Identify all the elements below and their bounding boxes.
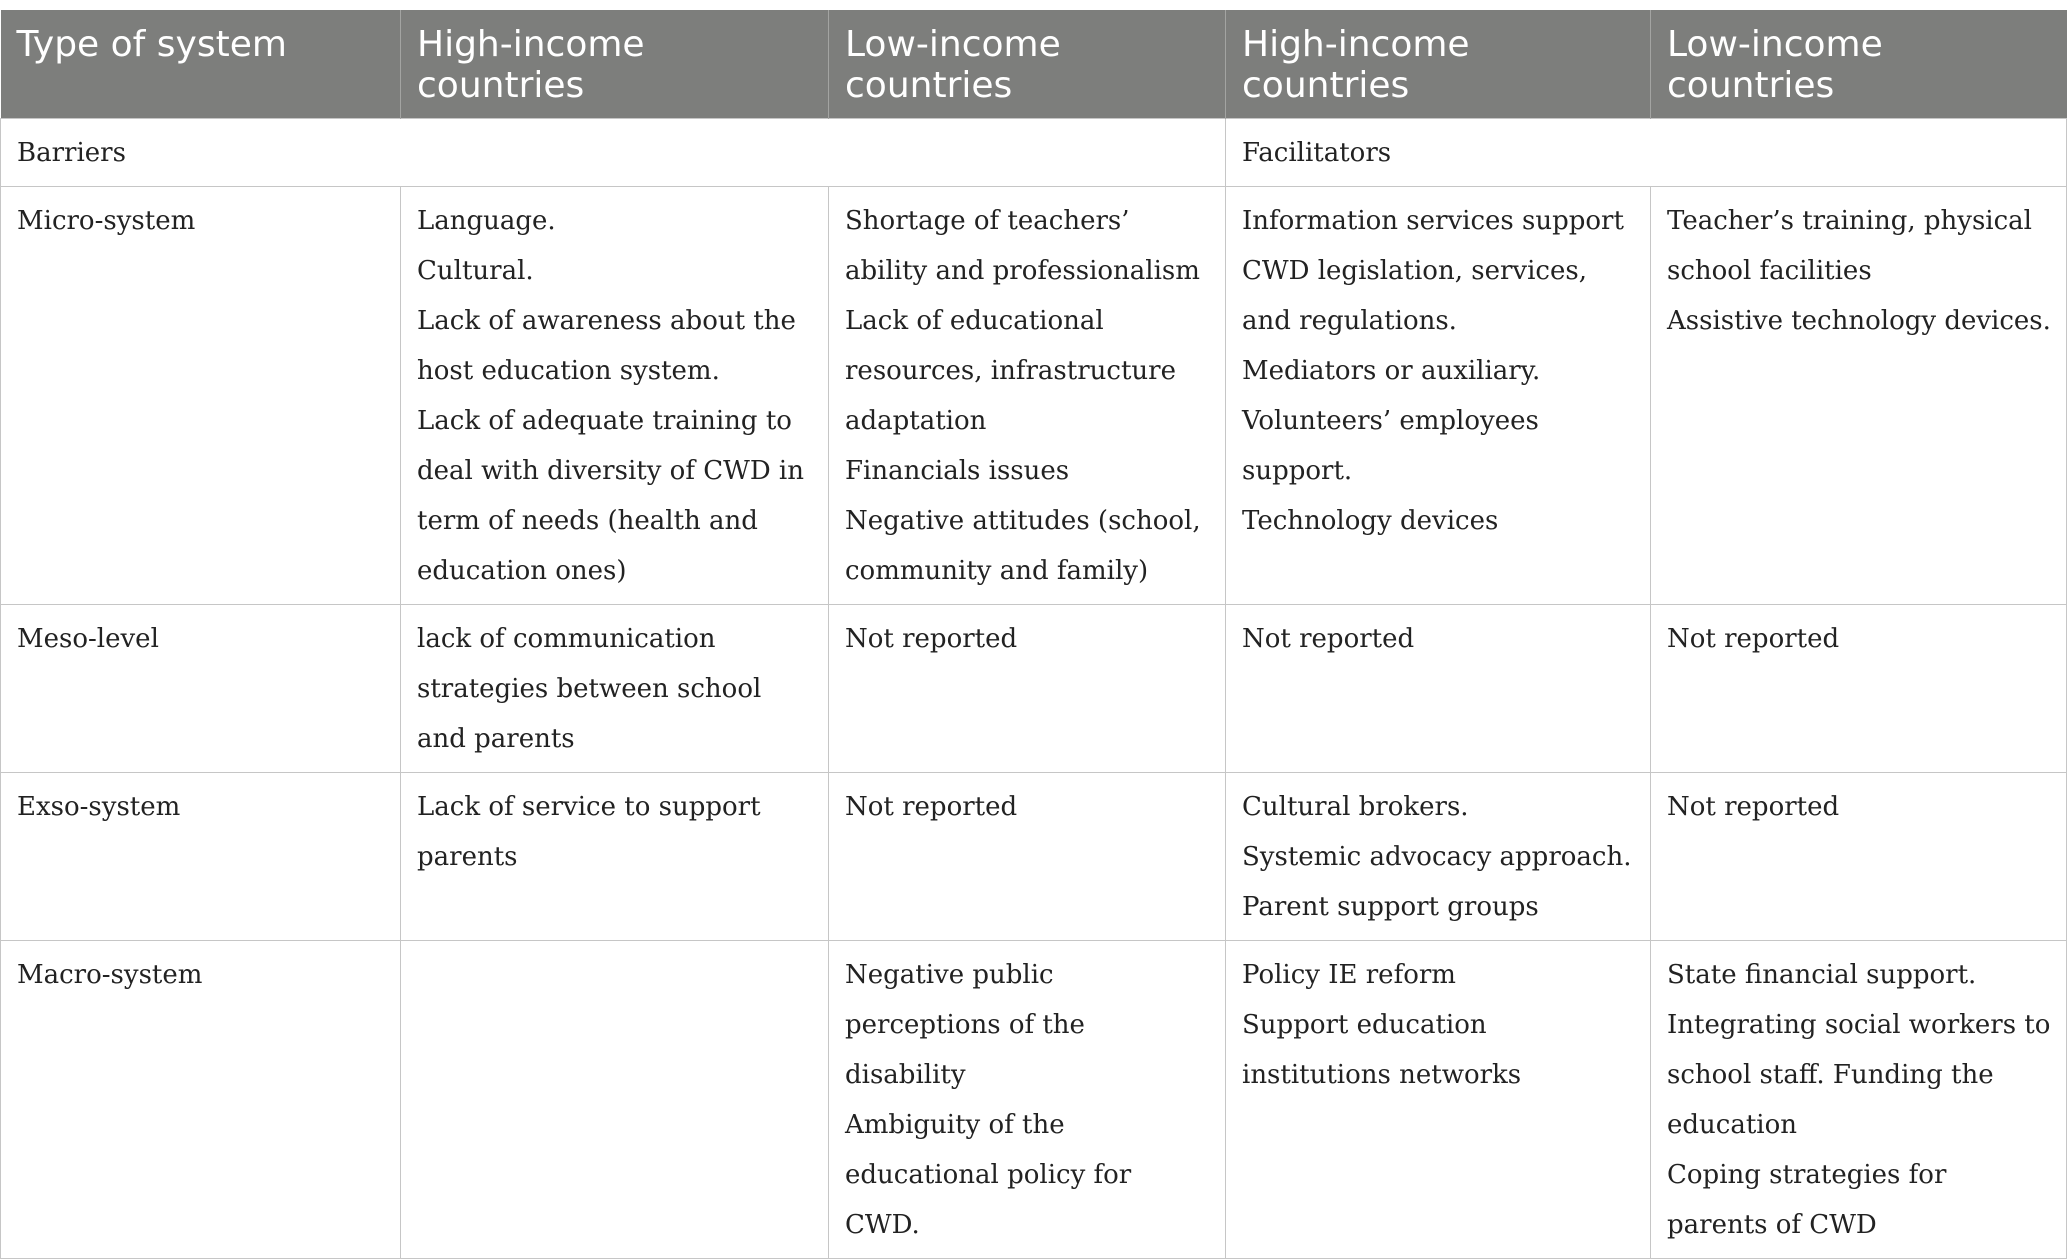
system-type-cell: Meso-level: [1, 605, 401, 773]
column-header-barriers-low-income: Low-income countries: [829, 10, 1226, 119]
section-row: [1, 119, 2067, 187]
barriers-high-income-cell: [401, 605, 829, 773]
section-label-barriers: Barriers: [1, 119, 1226, 187]
cell-line: Cultural.: [417, 256, 534, 286]
barriers-high-income-cell: [401, 187, 829, 605]
table-row: [1, 605, 2067, 773]
barriers-low-income-cell: [829, 605, 1226, 773]
barriers-low-income-cell: [829, 187, 1226, 605]
cell-line: State financial support.: [1667, 960, 1977, 990]
header-row: [1, 10, 2067, 119]
cell-line: Lack of educational resources, infrastructure adaptation: [845, 306, 1176, 436]
cell-line: lack of communication strategies between school and parents: [417, 624, 762, 754]
facilitators-high-income-cell: [1226, 605, 1651, 773]
cell-line: Not reported: [1667, 624, 1840, 654]
cell-line: Ambiguity of the educational policy for CWD.: [845, 1110, 1132, 1240]
cell-line: Integrating social workers to school staff. Funding the education: [1667, 1010, 2051, 1140]
column-header-facilitators-high-income: High-income countries: [1226, 10, 1651, 119]
cell-line: Cultural brokers.: [1242, 792, 1469, 822]
system-type-cell: Macro-system: [1, 941, 401, 1259]
table-row: [1, 941, 2067, 1259]
column-header-type-of-system: Type of system: [1, 10, 401, 119]
table-body: [1, 187, 2067, 1259]
barriers-low-income-cell: [829, 941, 1226, 1259]
cell-line: Systemic advocacy approach.: [1242, 842, 1632, 872]
column-header-facilitators-low-income: Low-income countries: [1651, 10, 2067, 119]
cell-line: Lack of adequate training to deal with diversity of CWD in term of needs (health and education ones): [417, 406, 804, 586]
system-type-cell: Micro-system: [1, 187, 401, 605]
facilitators-high-income-cell: [1226, 187, 1651, 605]
cell-line: Negative attitudes (school, community and family): [845, 506, 1201, 586]
cell-line: Mediators or auxiliary.: [1242, 356, 1541, 386]
table-row: [1, 773, 2067, 941]
cell-line: Financials issues: [845, 456, 1070, 486]
barriers-high-income-cell: [401, 773, 829, 941]
cell-line: Information services support CWD legislation, services, and regulations.: [1242, 206, 1624, 336]
cell-line: Policy IE reform: [1242, 960, 1456, 990]
facilitators-low-income-cell: [1651, 773, 2067, 941]
cell-line: Technology devices: [1242, 506, 1499, 536]
cell-line: Lack of awareness about the host education system.: [417, 306, 796, 386]
cell-line: Assistive technology devices.: [1667, 306, 2051, 336]
facilitators-low-income-cell: [1651, 187, 2067, 605]
cell-line: Language.: [417, 206, 556, 236]
facilitators-high-income-cell: [1226, 773, 1651, 941]
column-header-barriers-high-income: High-income countries: [401, 10, 829, 119]
cell-line: Teacher’s training, physical school facilities: [1667, 206, 2032, 286]
barriers-facilitators-table: [0, 10, 2067, 1259]
cell-line: Not reported: [845, 792, 1018, 822]
cell-line: Lack of service to support parents: [417, 792, 761, 872]
table-row: [1, 187, 2067, 605]
cell-line: Coping strategies for parents of CWD: [1667, 1160, 1947, 1240]
cell-line: Negative public perceptions of the disability: [845, 960, 1085, 1090]
facilitators-low-income-cell: [1651, 605, 2067, 773]
barriers-high-income-cell: [401, 941, 829, 1259]
cell-line: Support education institutions networks: [1242, 1010, 1522, 1090]
barriers-low-income-cell: [829, 773, 1226, 941]
facilitators-high-income-cell: [1226, 941, 1651, 1259]
cell-line: Not reported: [845, 624, 1018, 654]
facilitators-low-income-cell: [1651, 941, 2067, 1259]
cell-line: Not reported: [1667, 792, 1840, 822]
cell-line: Volunteers’ employees support.: [1242, 406, 1539, 486]
cell-line: Shortage of teachers’ ability and professionalism: [845, 206, 1200, 286]
section-label-facilitators: Facilitators: [1226, 119, 2067, 187]
cell-line: Not reported: [1242, 624, 1415, 654]
system-type-cell: Exso-system: [1, 773, 401, 941]
cell-line: Parent support groups: [1242, 892, 1539, 922]
